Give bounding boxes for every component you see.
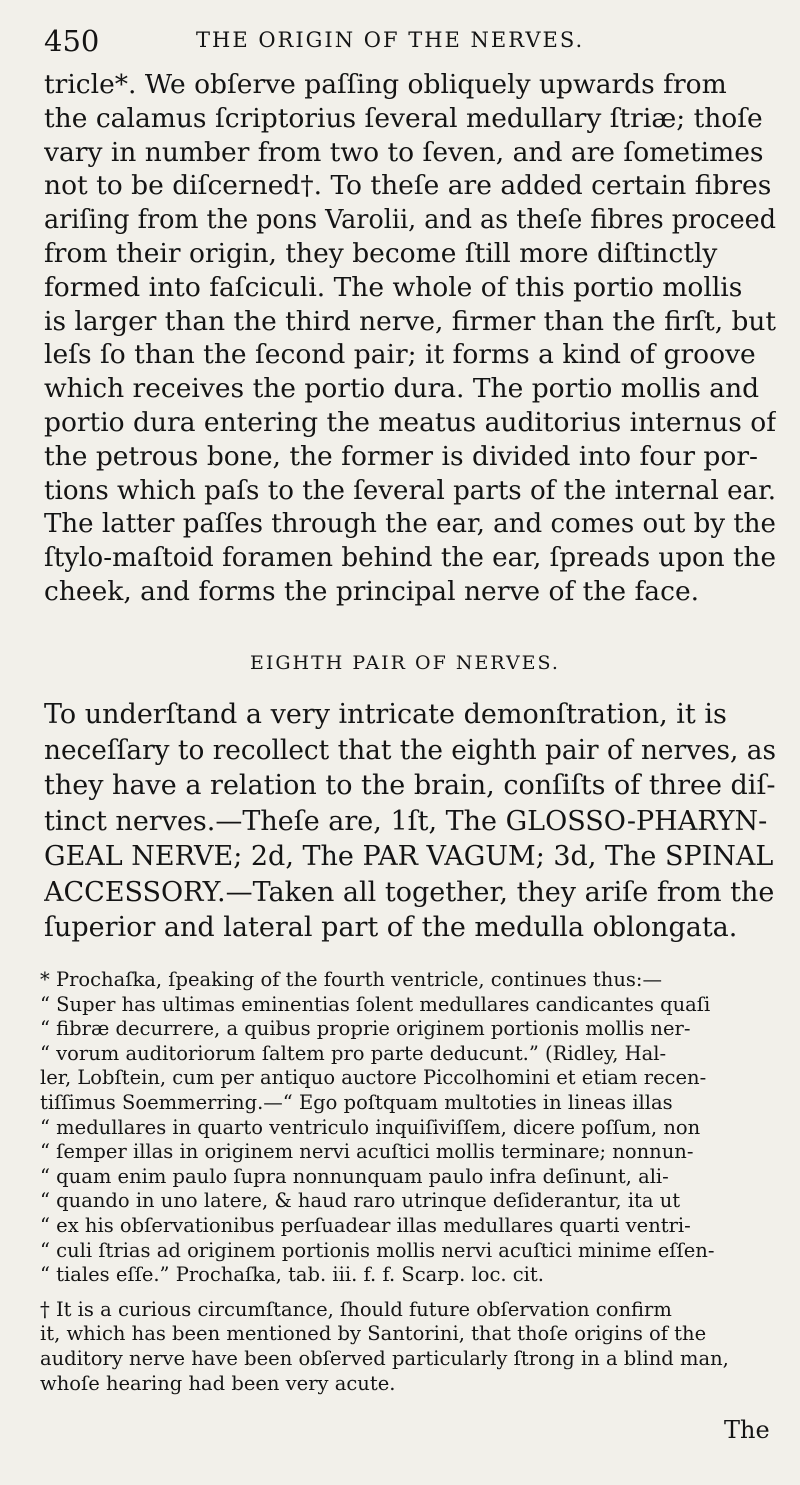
footnote-line: tiſſimus Soemmerring.—“ Ego poſtquam multoties in lineas illas (40, 1090, 673, 1114)
catchword: The (724, 1416, 770, 1444)
text-line: neceſſary to recollect that the eighth pair of nerves, as (44, 734, 776, 766)
text-line: To underſtand a very intricate demonſtration, it is (44, 699, 727, 730)
text-line: not to be diſcerned†. To theſe are added certain fibres (44, 170, 772, 202)
text-line: tions which paſs to the ſeveral parts of the internal ear. (44, 474, 776, 506)
text-line: the calamus ſcriptorius ſeveral medullary ſtriæ; thoſe (44, 102, 763, 134)
footnote-line: “ medullares in quarto ventriculo inquiſiviſſem, dicere poſſum, non (40, 1115, 701, 1139)
footnote-line: “ fibræ decurrere, a quibus proprie originem portionis mollis ner- (40, 1017, 691, 1041)
text-line: cheek, and forms the principal nerve of the face. (44, 575, 700, 607)
text-line: which receives the portio dura. The portio mollis and (44, 373, 760, 405)
text-line: GEAL NERVE; 2d, The PAR VAGUM; 3d, The SPINAL (44, 841, 774, 872)
page-number: 450 (44, 24, 100, 58)
footnote-line: “ tiales eſſe.” Prochaſka, tab. iii. f. f. Scarp. loc. cit. (40, 1263, 544, 1287)
page-header (44, 20, 774, 60)
text-line: from their origin, they become ſtill more diſtinctly (44, 237, 718, 269)
footnote-line: whoſe hearing had been very acute. (40, 1371, 396, 1395)
text-line: tricle*. We obſerve paſſing obliquely upwards from (44, 69, 727, 100)
paragraph-portio-mollis (44, 68, 776, 609)
footnote-line: “ culi ſtrias ad originem portionis mollis nervi acuſtici minime eſſen- (40, 1238, 715, 1262)
footnote-spacer (40, 1288, 778, 1298)
text-line: portio dura entering the meatus auditorius internus of (44, 406, 776, 438)
footnote-line: “ quam enim paulo ſupra nonnunquam paulo infra deſinunt, ali- (40, 1164, 669, 1188)
footnotes (40, 968, 778, 1396)
footnote-line: auditory nerve have been obſerved particularly ſtrong in a blind man, (40, 1346, 729, 1370)
footnote-line: “ Super has ultimas eminentias ſolent medullares candicantes quaſi (40, 992, 711, 1016)
paragraph-eighth-pair (44, 697, 776, 946)
text-line: formed into faſciculi. The whole of this portio mollis (44, 271, 743, 303)
text-line: tinct nerves.—Theſe are, 1ſt, The GLOSSO-PHARYN- (44, 805, 768, 837)
text-line: vary in number from two to ſeven, and are ſometimes (44, 136, 764, 168)
footnote-line: “ ſemper illas in originem nervi acuſtici mollis terminare; nonnun- (40, 1140, 694, 1164)
footnote-line: ler, Lobſtein, cum per antiquo auctore Piccolhomini et etiam recen- (40, 1066, 707, 1090)
text-line: ſtylo-maſtoid foramen behind the ear, ſpreads upon the (44, 542, 776, 574)
text-line: ACCESSORY.—Taken all together, they ariſe from the (44, 876, 775, 908)
text-line: ariſing from the pons Varolii, and as theſe fibres proceed (44, 204, 776, 236)
text-line: leſs ſo than the ſecond pair; it forms a kind of groove (44, 339, 756, 371)
footnote-dagger (40, 1298, 778, 1396)
footnote-line: “ ex his obſervationibus perſuadear illas medullares quarti ventri- (40, 1213, 691, 1237)
text-line: ſuperior and lateral part of the medulla oblongata. (44, 912, 738, 943)
section-heading: EIGHTH PAIR OF NERVES. (250, 652, 560, 674)
running-head: THE ORIGIN OF THE NERVES. (196, 28, 585, 52)
footnote-line: “ quando in uno latere, & haud raro utrinque deſiderantur, ita ut (40, 1189, 681, 1213)
footnote-line: “ vorum auditoriorum ſaltem pro parte deducunt.” (Ridley, Hal- (40, 1041, 667, 1065)
footnote-line: it, which has been mentioned by Santorini, that thoſe origins of the (40, 1322, 707, 1346)
text-line: The latter paſſes through the ear, and comes out by the (44, 508, 776, 540)
text-line: they have a relation to the brain, conſiſts of three diſ- (44, 770, 776, 801)
text-line: the petrous bone, the former is divided into four por- (44, 440, 758, 472)
footnote-star (40, 968, 778, 1288)
footnote-line: † It is a curious circumſtance, ſhould future obſervation confirm (40, 1297, 672, 1321)
text-line: is larger than the third nerve, firmer than the firſt, but (44, 305, 776, 337)
footnote-line: * Prochaſka, ſpeaking of the fourth ventricle, continues thus:— (40, 968, 662, 991)
